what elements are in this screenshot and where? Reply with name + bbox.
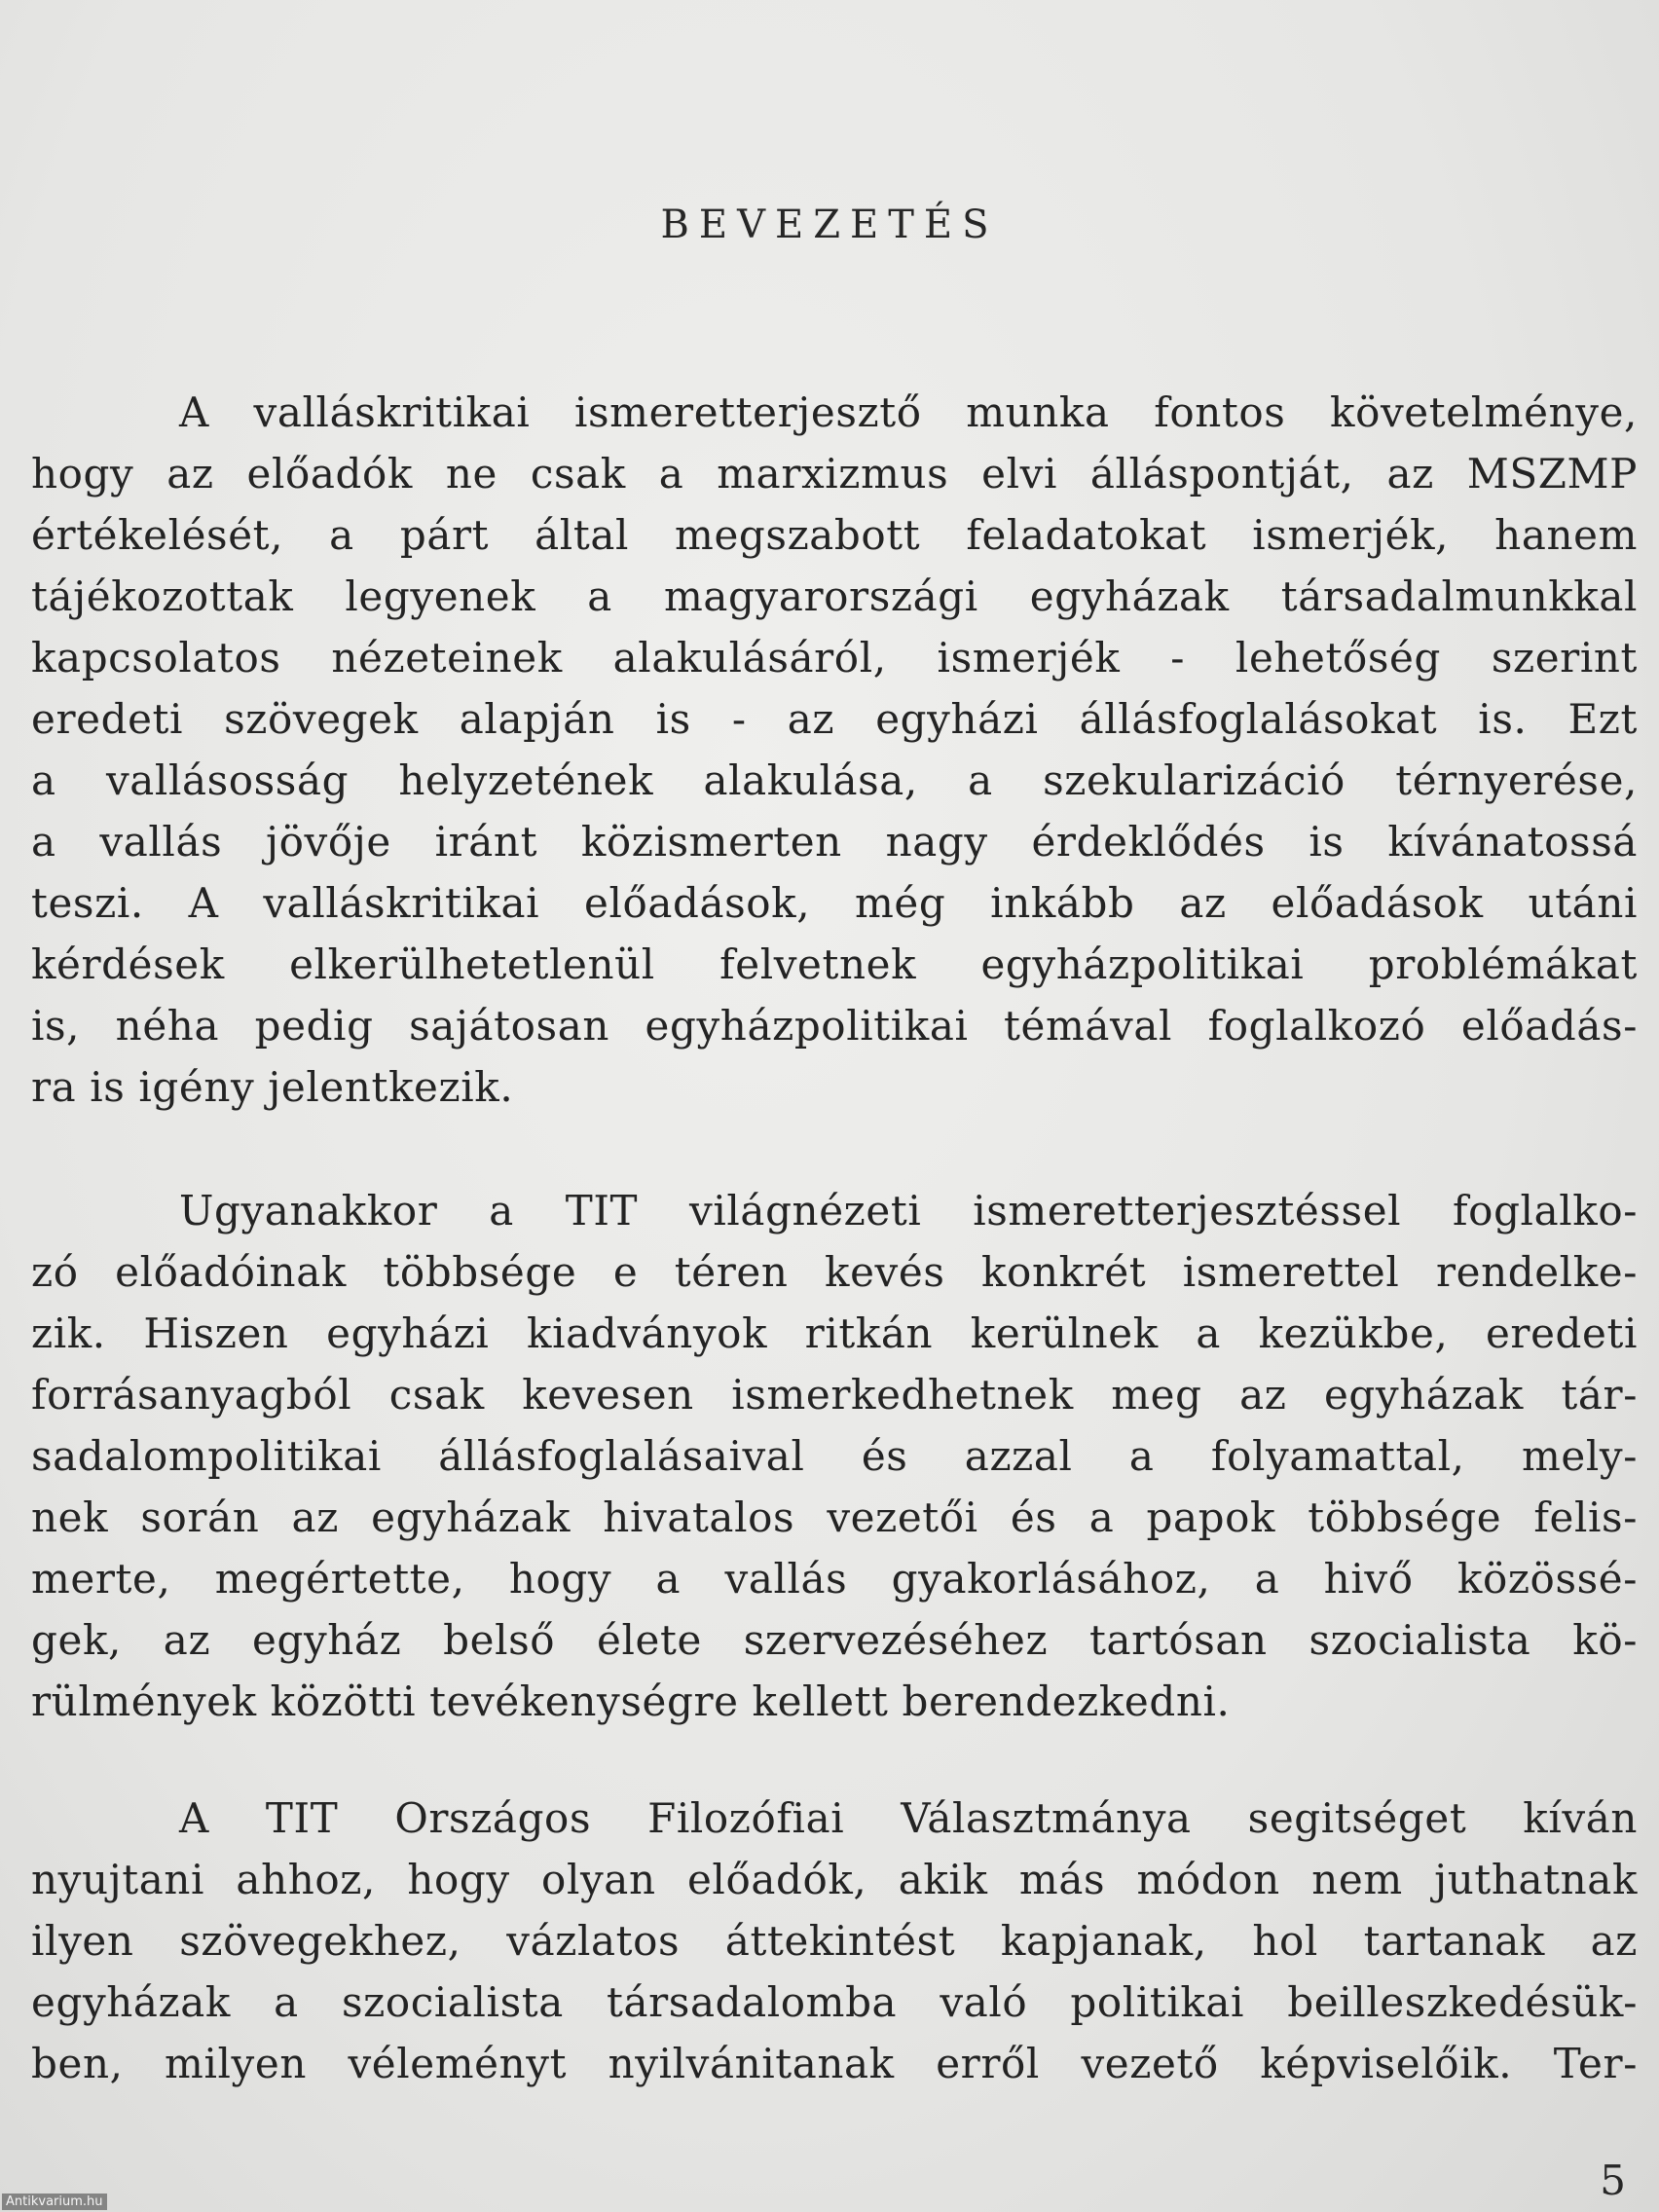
- text-line: A TIT Országos Filozófiai Választmánya segitséget kíván: [179, 1794, 1638, 1842]
- page-number: 5: [1600, 2157, 1626, 2204]
- text-line: is, néha pedig sajátosan egyházpolitikai témával foglalkozó előadás-: [31, 1002, 1638, 1050]
- paragraph-1: [31, 382, 1638, 1118]
- text-line: gek, az egyház belső élete szervezéséhez tartósan szocialista kö-: [31, 1616, 1638, 1664]
- watermark-label: Antikvarium.hu: [2, 2194, 107, 2210]
- text-line: a vallásosság helyzetének alakulása, a szekularizáció térnyerése,: [31, 756, 1638, 804]
- text-line: sadalompolitikai állásfoglalásaival és azzal a folyamattal, mely-: [31, 1432, 1638, 1480]
- paragraph-3: [31, 1788, 1638, 2094]
- text-line: egyházak a szocialista társadalomba való politikai beilleszkedésük-: [31, 1978, 1638, 2026]
- text-line: zik. Hiszen egyházi kiadványok ritkán kerülnek a kezükbe, eredeti: [31, 1309, 1638, 1357]
- page-title: BEVEZETÉS: [660, 203, 999, 247]
- paragraph-2: [31, 1180, 1638, 1732]
- text-line: ilyen szövegekhez, vázlatos áttekintést kapjanak, hol tartanak az: [31, 1917, 1638, 1965]
- text-line: nyujtani ahhoz, hogy olyan előadók, akik más módon nem juthatnak: [31, 1856, 1638, 1903]
- text-line: a vallás jövője iránt közismerten nagy érdeklődés is kívánatossá: [31, 818, 1638, 866]
- text-line: kérdések elkerülhetetlenül felvetnek egyházpolitikai problémákat: [31, 940, 1638, 988]
- text-line: merte, megértette, hogy a vallás gyakorlásához, a hivő közössé-: [31, 1555, 1638, 1603]
- text-line: Ugyanakkor a TIT világnézeti ismeretterjesztéssel foglalko-: [179, 1187, 1638, 1235]
- text-line: rülmények közötti tevékenységre kellett berendezkedni.: [31, 1677, 1231, 1725]
- text-line: zó előadóinak többsége e téren kevés konkrét ismerettel rendelke-: [31, 1248, 1638, 1296]
- text-line: teszi. A valláskritikai előadások, még inkább az előadások utáni: [31, 879, 1638, 927]
- text-line: forrásanyagból csak kevesen ismerkedhetnek meg az egyházak tár-: [31, 1371, 1638, 1419]
- text-line: nek során az egyházak hivatalos vezetői és a papok többsége felis-: [31, 1493, 1638, 1541]
- text-line: A valláskritikai ismeretterjesztő munka fontos követelménye,: [179, 388, 1638, 436]
- text-line: eredeti szövegek alapján is - az egyházi állásfoglalásokat is. Ezt: [31, 695, 1638, 743]
- text-line: ra is igény jelentkezik.: [31, 1063, 514, 1111]
- text-line: hogy az előadók ne csak a marxizmus elvi álláspontját, az MSZMP: [31, 450, 1638, 498]
- text-line: kapcsolatos nézeteinek alakulásáról, ismerjék - lehetőség szerint: [31, 634, 1638, 682]
- text-line: ben, milyen véleményt nyilvánitanak erről vezető képviselőik. Ter-: [31, 2040, 1638, 2087]
- text-line: értékelését, a párt által megszabott feladatokat ismerjék, hanem: [31, 511, 1638, 559]
- text-line: tájékozottak legyenek a magyarországi egyházak társadalmunkkal: [31, 572, 1638, 620]
